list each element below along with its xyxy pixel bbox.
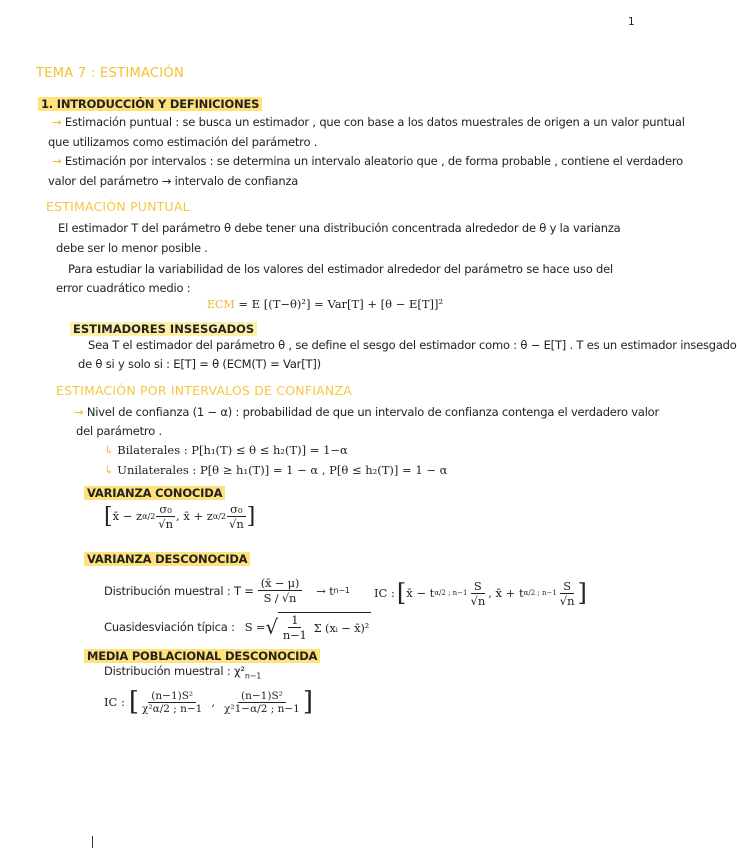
arrow-icon: →: [52, 154, 62, 168]
estimadores-insesgados-heading: ESTIMADORES INSESGADOS: [70, 318, 257, 337]
vd-cuasidesviacion: Cuasidesviación típica : S = √ $\frac{1}{n-1}$ Σ (xᵢ − x̄)²: [104, 613, 370, 642]
page-number: 1: [628, 16, 635, 28]
bilateral-formula: ↳ Bilaterales : P[h₁(T) ≤ θ ≤ h₂(T)] = 1−α: [104, 443, 348, 457]
vd-ic: IC : [ x̄ − t α/2 ; n−1 $\frac{S}{√n}$ , x̄ + t α/2 ; n−1 $\frac{S}{√n}$ ]: [374, 578, 587, 608]
section-2-p2b: error cuadrático medio :: [56, 281, 191, 295]
section-1-p2a: → Estimación por intervalos : se determina un intervalo aleatorio que , de forma probable , contiene el verdadero: [52, 154, 683, 168]
unilateral-formula: ↳ Unilaterales : P[θ ≥ h₁(T)] = 1 − α , P[θ ≤ h₂(T)] = 1 − α: [104, 463, 448, 477]
section-2-p3a: Sea T el estimador del parámetro θ , se define el sesgo del estimador como : θ − E[T] . T es un estimador insesgado: [88, 338, 737, 352]
media-poblacional-heading: MEDIA POBLACIONAL DESCONOCIDA: [84, 645, 320, 664]
section-3-heading: ESTIMACIÓN POR INTERVALOS DE CONFIANZA: [56, 383, 352, 398]
section-3-p1a: → Nivel de confianza (1 − α) : probabilidad de que un intervalo de confianza contenga el verdadero valor: [74, 405, 660, 419]
section-2-p3b: de θ si y solo si : E[T] = θ (ECM(T) = Var[T]): [78, 357, 321, 371]
arrow-icon: →: [74, 405, 84, 419]
section-2-p1b: debe ser lo menor posible .: [56, 241, 208, 255]
section-2-heading: ESTIMACIÓN PUNTUAL: [46, 199, 190, 214]
section-2-p2a: Para estudiar la variabilidad de los valores del estimador alrededor del parámetro se hace uso del: [68, 262, 613, 276]
vd-distribution: Distribución muestral : T = $\frac{(x̄ - \mu)}{S / √n}$ → t n−1: [104, 576, 350, 605]
section-1-p1b: que utilizamos como estimación del parámetro .: [48, 135, 318, 149]
hook-arrow-icon: ↳: [104, 463, 114, 477]
page-mark: [92, 836, 93, 848]
hook-arrow-icon: ↳: [104, 443, 114, 457]
ecm-formula: ECM = E [(T−θ)²] = Var[T] + [θ − E[T]]²: [207, 297, 444, 311]
varianza-conocida-heading: VARIANZA CONOCIDA: [84, 482, 225, 501]
varianza-desconocida-heading: VARIANZA DESCONOCIDA: [84, 548, 250, 567]
arrow-icon: →: [52, 115, 62, 129]
section-1-p1a: → Estimación puntual : se busca un estimador , que con base a los datos muestrales de origen a un valor puntual: [52, 115, 685, 129]
section-3-p1b: del parámetro .: [76, 424, 162, 438]
mp-distribution: Distribución muestral : $\chi^2_{n-1}$: [104, 664, 262, 681]
page-title: TEMA 7 : ESTIMACIÓN: [36, 66, 185, 81]
mp-ic: IC : [ $\frac{\text{(n−1)S²}}{\text{χ²α/2 ; n−1}}$ , $\frac{\text{(n−1)S²}}{\text{χ²1−α/2 ; n−1}}$ ]: [104, 687, 313, 717]
section-1-p2b: valor del parámetro → intervalo de confianza: [48, 174, 299, 188]
section-2-p1a: El estimador T del parámetro θ debe tener una distribución concentrada alrededor de θ y la varianza: [58, 221, 621, 235]
vc-interval: [ x̄ − z α/2 $\frac{\text{σ₀}}{√n}$ , x̄ + z α/2 $\frac{\text{σ₀}}{√n}$ ]: [104, 501, 256, 531]
section-1-heading: 1. INTRODUCCIÓN Y DEFINICIONES: [38, 93, 262, 112]
